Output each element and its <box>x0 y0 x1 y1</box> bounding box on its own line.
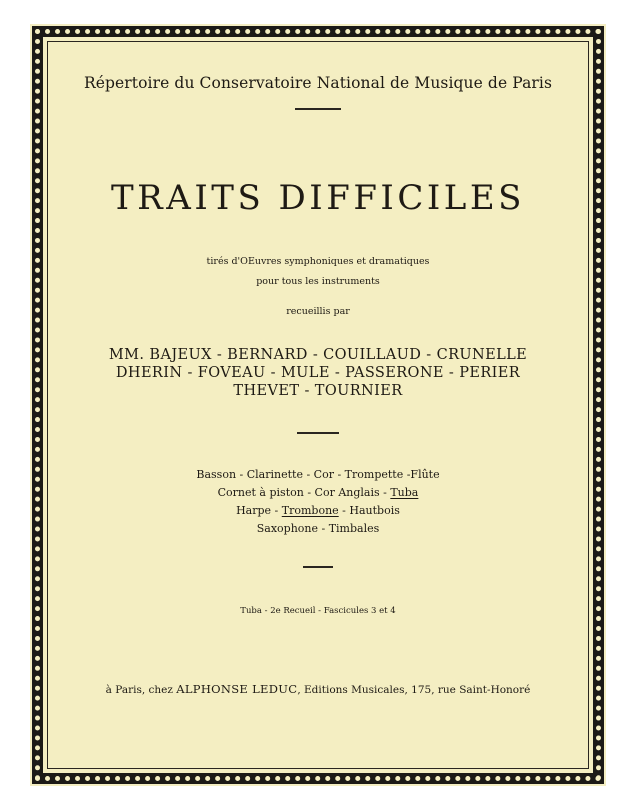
instruments-line-4: Saxophone - Timbales <box>256 522 380 535</box>
instrument-trombone-underlined: Trombone <box>281 504 339 517</box>
divider-rule-top <box>295 108 341 110</box>
collected-by-label: recueillis par <box>286 306 350 317</box>
instruments-line-2-text: Cornet à piston - Cor Anglais - <box>217 486 391 499</box>
inner-frame-line <box>47 41 589 769</box>
authors-line-2: DHERIN - FOVEAU - MULE - PASSERONE - PERIER <box>115 365 521 381</box>
fascicule-info: Tuba - 2e Recueil - Fascicules 3 et 4 <box>240 606 396 616</box>
instruments-line-3-suffix: - Hautbois <box>338 504 400 517</box>
instruments-line-1: Basson - Clarinette - Cor - Trompette -Flûte <box>196 468 440 481</box>
repertoire-heading: Répertoire du Conservatoire National de Musique de Paris <box>83 74 553 92</box>
publisher-line <box>48 682 588 696</box>
subtitle-line-2: pour tous les instruments <box>256 276 380 287</box>
instruments-line-3-prefix: Harpe - <box>236 504 282 517</box>
subtitle-line-1: tirés d'OEuvres symphoniques et dramatiques <box>206 256 430 267</box>
divider-rule-bottom <box>303 566 333 568</box>
publisher-prefix: à Paris, chez <box>105 684 177 696</box>
instruments-line-3 <box>48 504 588 517</box>
instrument-tuba-underlined: Tuba <box>390 486 419 499</box>
instruments-line-2 <box>48 486 588 499</box>
authors-line-3: THEVET - TOURNIER <box>233 383 403 399</box>
publisher-address: , Editions Musicales, 175, rue Saint-Honoré <box>297 684 531 696</box>
divider-rule-middle <box>297 432 339 434</box>
publisher-name: ALPHONSE LEDUC <box>176 682 298 696</box>
authors-line-1: MM. BAJEUX - BERNARD - COUILLAUD - CRUNELLE <box>108 347 528 363</box>
page-title: TRAITS DIFFICILES <box>111 178 525 218</box>
